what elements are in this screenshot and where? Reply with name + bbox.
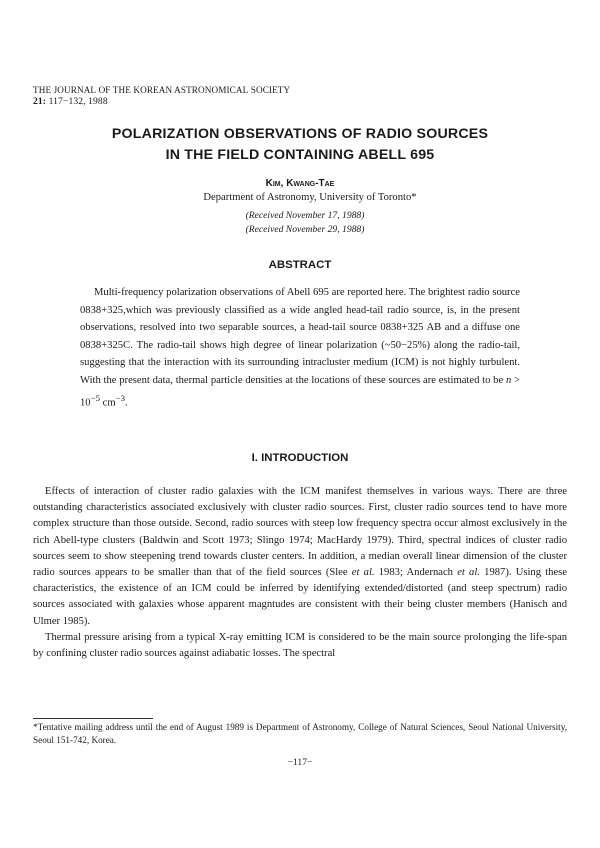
introduction-paragraph-2: Thermal pressure arising from a typical X-ray emitting ICM is considered to be the main source prolonging the life-span by confining cluster radio sources against adiabatic losses. The spectral — [33, 631, 567, 660]
title-line-1: POLARIZATION OBSERVATIONS OF RADIO SOURCES — [111, 126, 489, 142]
author-affiliation: Department of Astronomy, University of Toronto* — [203, 192, 417, 203]
author-name: Kim, Kwang-Tae — [265, 178, 335, 189]
paper-title — [40, 124, 560, 166]
abstract-heading: ABSTRACT — [268, 259, 332, 271]
received-date: (Received November 17, 1988) — [245, 210, 365, 221]
page-number: −117− — [287, 757, 313, 768]
abstract-body — [80, 284, 520, 412]
introduction-paragraph-1: Effects of interaction of cluster radio galaxies with the ICM manifest themselves in various ways. There are three outstanding characteristics associated exclusively with cluster radio sources. First, cluster radio sources tend to have more complex structure than those outside. Second, radio sources with steep low frequency spectra occur almost exclusively in the rich Abell-type clusters (Baldwin and Scott 1973; Slingo 1974; MacHardy 1979). Third, spectral indices of cluster radio sources seem to show steepening trend towards cluster centers. In addition, a median overall linear dimension of the cluster radio sources appears to be smaller than that of the field sources (Slee et al. 1983; Andernach et al. 1987). Using these characteristics, the existence of an ICM could be inferred by identifying extended/distorted (and steep spectrum) radio sources associated with galaxies whose apparent magntudes are consistent with their being cluster members (Hanisch and Ulmer 1985). — [33, 486, 567, 627]
introduction-heading: I. INTRODUCTION — [251, 452, 349, 464]
journal-volume-pages: 21: 117−132, 1988 — [33, 96, 108, 107]
introduction-body — [33, 484, 567, 662]
abstract-paragraph: Multi-frequency polarization observations of Abell 695 are reported here. The brightest radio source 0838+325,which was previously classified as a wide angled head-tail radio source, is, in the present observations, resolved into two separable sources, a head-tail source 0838+325 AB and a diffuse one 0838+325C. The radio-tail shows high degree of linear polarization (~50−25%) along the radio-tail, suggesting that the interaction with its surrounding intracluster medium (ICM) is not highly turbulent. With the present data, thermal particle densities at the locations of these sources are estimated to be $n > 10^{-5}$ $cm^{-3}$. — [80, 287, 520, 409]
title-line-2: IN THE FIELD CONTAINING ABELL 695 — [165, 147, 435, 163]
footnote: *Tentative mailing address until the end of August 1989 is Department of Astronomy, College of Natural Sciences, Seoul National University, Seoul 151-742, Korea. — [33, 722, 567, 745]
received-revised-date: (Received November 29, 1988) — [245, 224, 365, 235]
journal-header — [33, 84, 290, 108]
journal-name: THE JOURNAL OF THE KOREAN ASTRONOMICAL SOCIETY — [33, 85, 291, 95]
footnote-rule — [33, 718, 153, 719]
